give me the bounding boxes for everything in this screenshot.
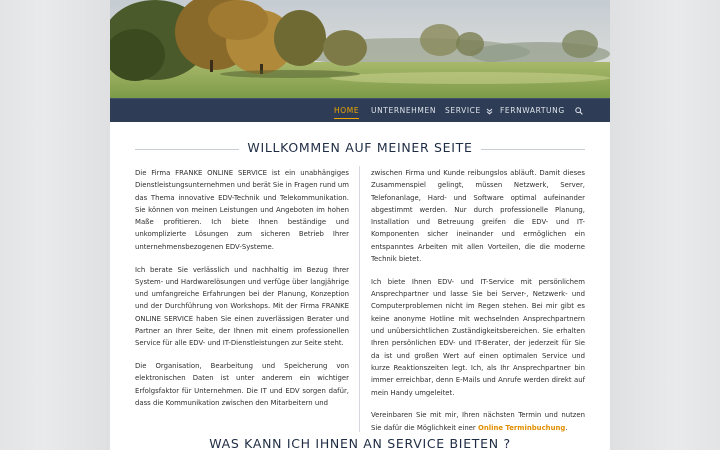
booking-intro-text: Vereinbaren Sie mit mir, Ihren nächsten Termin und nutzen Sie dafür die Möglichkeit einer	[371, 411, 585, 432]
main-content	[110, 122, 610, 450]
page-background-right	[610, 0, 720, 450]
nav-item-service[interactable]	[445, 99, 493, 122]
services-section-title: WAS KANN ICH IHNEN AN SERVICE BIETEN ?	[209, 436, 511, 450]
booking-suffix: .	[565, 423, 568, 432]
search-button[interactable]	[575, 99, 583, 122]
chevron-double-down-icon	[486, 108, 493, 115]
nav-item-fernwartung[interactable]	[500, 99, 565, 122]
welcome-paragraph: Ich berate Sie verlässlich und nachhaltig im Bezug Ihrer System- und Hardwarelösungen und verfüge über langjährige und umfangreiche Erfahrungen bei der Planung, Konzeption und der Durchführung von Workshops. Mit der Firma FRANKE ONLINE SERVICE haben Sie einen zuverlässigen Berater und Partner an Ihrer Seite, der Ihnen mit einem professionellen Service für alle EDV- und IT-Dienstleistungen zur Seite steht.	[135, 265, 349, 348]
online-booking-link[interactable]: Online Terminbuchung	[477, 423, 566, 432]
nav-item-label: UNTERNEHMEN	[371, 106, 437, 115]
nav-item-label: SERVICE	[445, 106, 481, 115]
park-landscape-image	[110, 0, 610, 98]
welcome-paragraph: Ich biete Ihnen EDV- und IT-Service mit persönlichem Ansprechpartner und lasse Sie bei Server-, Netzwerk- und Computerproblemen nicht im Regen stehen. Bei mir gibt es keine anonyme Hotline mit wechselnden Ansprechpartnern und unübersichtlichen Zuständigkeitsbereichen. Sie erhalten Ihren persönlichen EDV- und IT-Berater, der jederzeit für Sie da ist und großen Wert auf einen optimalen Service und kurze Reaktionszeiten legt. Ich, als Ihr Ansprechpartner bin immer erreichbar, denn E-Mails und Anrufe werden direkt auf mein Handy umgeleitet.	[371, 277, 585, 397]
nav-item-label: HOME	[334, 106, 360, 115]
nav-item-label: FERNWARTUNG	[500, 106, 565, 115]
welcome-paragraph: zwischen Firma und Kunde reibungslos abläuft. Damit dieses Zusammenspiel gelingt, müssen Netzwerk, Server, Telefonanlage, Hard- und Software optimal aufeinander abgestimmt werden. Nur durch professionelle Planung, Installation und Betreuung greifen die EDV- und IT-Komponenten sicher ineinander und ermöglichen ein entspanntes Arbeiten mit allen Vorteilen, die die moderne Technik bietet.	[371, 169, 585, 264]
nav-item-home[interactable]	[334, 99, 359, 122]
booking-paragraph	[371, 409, 585, 434]
nav-item-unternehmen[interactable]	[371, 99, 436, 122]
search-icon	[575, 107, 583, 115]
page-background-left	[0, 0, 110, 450]
hero-banner-image	[110, 0, 610, 98]
main-navigation-bar	[110, 98, 610, 122]
page-title-text: WILLKOMMEN AUF MEINER SEITE	[239, 140, 480, 155]
page-title	[110, 140, 610, 155]
column-divider	[359, 166, 360, 432]
welcome-text-right-column	[371, 167, 585, 444]
welcome-paragraph: Die Organisation, Bearbeitung und Speicherung von elektronischen Daten ist unter anderem ein wichtiger Erfolgsfaktor für Unternehmen. Die IT und EDV sorgen dafür, dass die Kommunikation zwischen den Mitarbeitern und	[135, 362, 349, 408]
welcome-text-left-column	[135, 167, 349, 420]
welcome-paragraph: Die Firma FRANKE ONLINE SERVICE ist ein unabhängiges Dienstleistungsunternehmen und berät Sie in Fragen rund um das Thema innovative EDV-Technik und Telekommunikation. Sie können von meinen Leistungen und Angeboten im hohen Maße profitieren. Ich biete Ihnen beständige und unkomplizierte Lösungen zum sicheren Betrieb Ihrer unternehmensbezogenen EDV-Systeme.	[135, 169, 349, 251]
